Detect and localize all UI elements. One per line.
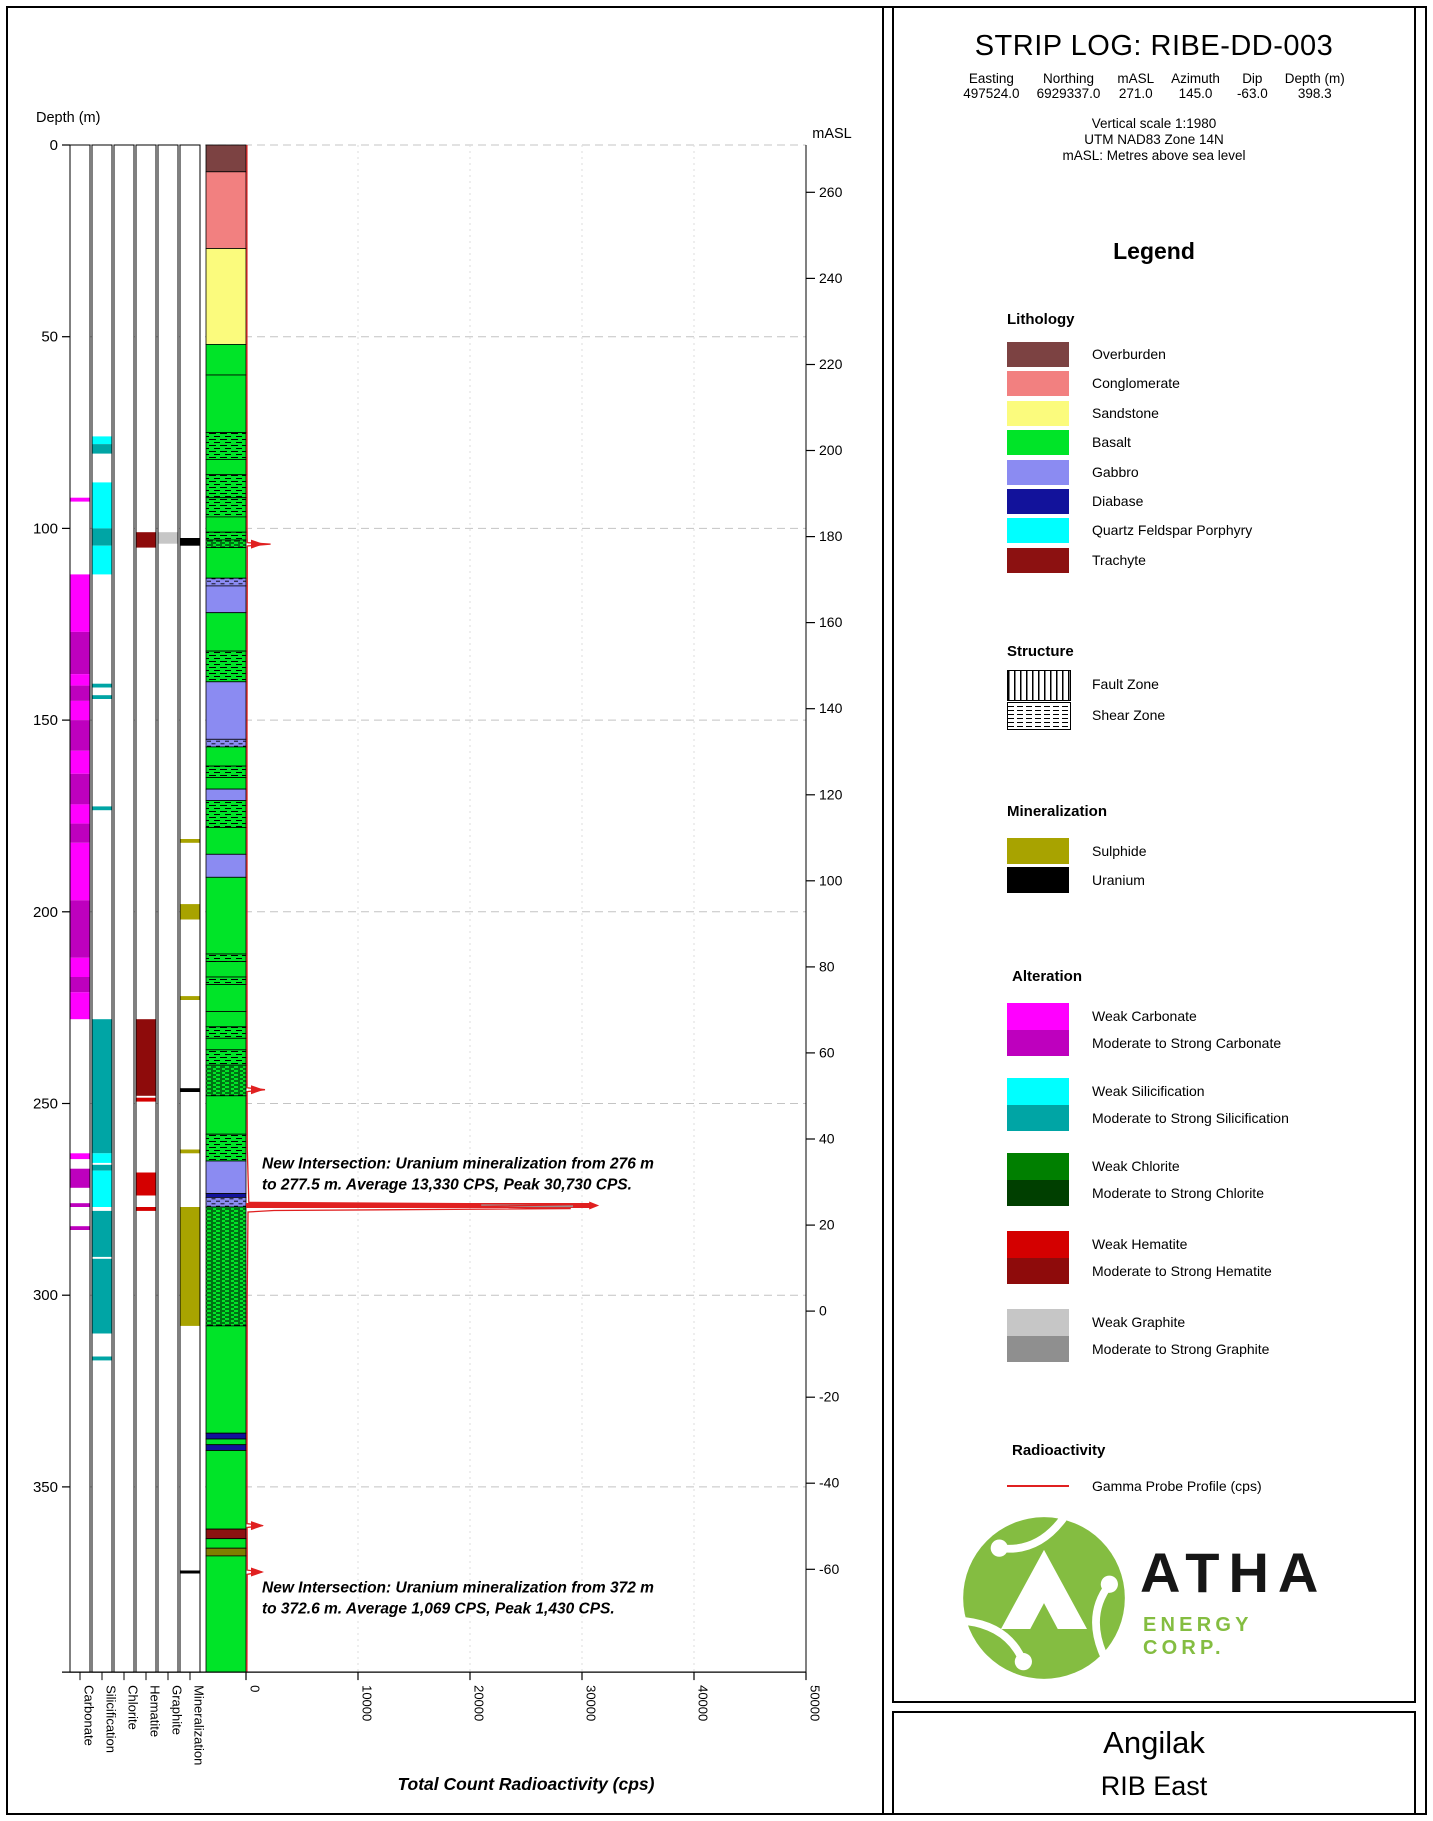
- svg-text:30000: 30000: [583, 1685, 599, 1722]
- svg-text:Hematite: Hematite: [147, 1685, 163, 1738]
- collar-field-label: Northing: [1042, 71, 1094, 86]
- svg-text:150: 150: [32, 712, 58, 730]
- legend-lithology-label: Diabase: [1092, 493, 1144, 509]
- intersection-arrows: [251, 540, 264, 1577]
- project-name: Angilak: [1103, 1725, 1205, 1760]
- svg-text:-40: -40: [819, 1474, 840, 1491]
- project-box: [892, 1711, 1416, 1815]
- svg-text:50: 50: [41, 328, 58, 346]
- page-title: STRIP LOG: RIBE-DD-003: [974, 30, 1334, 62]
- scale-notes: [894, 116, 1414, 164]
- svg-text:Carbonate: Carbonate: [81, 1685, 97, 1746]
- svg-text:200: 200: [819, 442, 843, 458]
- collar-field: [1037, 71, 1101, 101]
- svg-text:0: 0: [819, 1302, 827, 1319]
- legend-structure-label: Shear Zone: [1092, 707, 1166, 723]
- logo-wordmark: ATHA: [1140, 1541, 1328, 1604]
- legend-mineralization-swatch: [1007, 867, 1069, 893]
- alteration-strong-label: Moderate to Strong Hematite: [1092, 1263, 1272, 1279]
- gamma-line-swatch: [1007, 1485, 1069, 1487]
- collar-field-value: 145.0: [1178, 86, 1213, 101]
- alteration-weak-swatch: [1007, 1309, 1069, 1336]
- column-graphite: [158, 145, 178, 1672]
- scale-note: Vertical scale 1:1980: [1091, 116, 1217, 131]
- legend-lithology-label: Conglomerate: [1092, 375, 1180, 392]
- legend-lithology-label: Basalt: [1092, 434, 1131, 451]
- alteration-strong-label: Moderate to Strong Carbonate: [1092, 1035, 1282, 1051]
- legend-lithology-swatch: [1007, 518, 1069, 543]
- lithology-column: [206, 145, 246, 1672]
- collar-field-label: Depth (m): [1284, 71, 1345, 86]
- svg-text:-60: -60: [819, 1560, 840, 1577]
- column-carbonate: [70, 145, 90, 1672]
- masl-axis-label: mASL: [812, 126, 852, 142]
- alteration-strong-swatch: [1007, 1030, 1069, 1057]
- alteration-weak-swatch: [1007, 1003, 1069, 1030]
- alteration-strong-swatch: [1007, 1105, 1069, 1132]
- legend-lithology-swatch: [1007, 401, 1069, 426]
- svg-text:-20: -20: [819, 1388, 840, 1405]
- svg-text:220: 220: [819, 356, 843, 372]
- svg-text:350: 350: [32, 1478, 58, 1496]
- legend-lithology-label: Gabbro: [1092, 463, 1139, 480]
- shear-zone-swatch: [1007, 702, 1071, 730]
- svg-text:240: 240: [819, 269, 843, 286]
- fault-zone-swatch: [1007, 670, 1071, 701]
- atha-logo-icon: [958, 1512, 1130, 1684]
- alteration-weak-label: Weak Graphite: [1092, 1314, 1186, 1330]
- depth-axis-label: Depth (m): [36, 110, 101, 126]
- alteration-weak-label: Weak Carbonate: [1092, 1008, 1197, 1024]
- svg-text:80: 80: [819, 958, 835, 975]
- legend-lithology-swatch: [1007, 430, 1069, 455]
- scale-note: mASL: Metres above sea level: [1062, 148, 1246, 163]
- logo-subtitle: ENERGY CORP.: [1143, 1614, 1253, 1659]
- alteration-weak-swatch: [1007, 1078, 1069, 1105]
- alteration-heading: Alteration: [1012, 968, 1083, 985]
- cps-gridlines: [358, 145, 806, 1672]
- svg-text:40000: 40000: [695, 1685, 711, 1722]
- legend-lithology-label: Overburden: [1092, 346, 1166, 362]
- svg-text:120: 120: [819, 786, 843, 803]
- svg-text:60: 60: [819, 1044, 835, 1061]
- legend-lithology-swatch: [1007, 460, 1069, 485]
- mineralization-heading: Mineralization: [1007, 803, 1108, 820]
- collar-field-value: 6929337.0: [1036, 86, 1101, 101]
- alteration-strong-label: Moderate to Strong Silicification: [1092, 1110, 1289, 1126]
- svg-text:300: 300: [32, 1287, 58, 1305]
- alteration-weak-label: Weak Silicification: [1092, 1083, 1205, 1099]
- legend-lithology-swatch: [1007, 371, 1069, 396]
- column-mineralization: [180, 145, 200, 1672]
- alteration-weak-swatch: [1007, 1153, 1069, 1180]
- svg-text:250: 250: [32, 1095, 58, 1113]
- alteration-strong-label: Moderate to Strong Chlorite: [1092, 1185, 1264, 1201]
- radioactivity-axis-title: Total Count Radioactivity (cps): [397, 1774, 655, 1795]
- alteration-weak-swatch: [1007, 1231, 1069, 1258]
- svg-text:100: 100: [819, 872, 843, 889]
- legend-lithology-label: Quartz Feldspar Porphyry: [1092, 522, 1253, 539]
- collar-field-label: Azimuth: [1171, 71, 1220, 86]
- svg-text:0: 0: [247, 1685, 263, 1693]
- alteration-columns: [70, 145, 200, 1672]
- alteration-strong-swatch: [1007, 1336, 1069, 1363]
- svg-text:100: 100: [32, 520, 58, 538]
- legend-lithology-swatch: [1007, 489, 1069, 514]
- svg-text:160: 160: [819, 614, 843, 631]
- svg-text:40: 40: [819, 1130, 835, 1147]
- collar-field: [963, 71, 1019, 101]
- svg-text:140: 140: [819, 700, 843, 717]
- svg-text:0: 0: [49, 137, 58, 154]
- collar-field-value: -63.0: [1236, 86, 1268, 101]
- legend-lithology-swatch: [1007, 342, 1069, 367]
- svg-text:200: 200: [32, 903, 58, 921]
- collar-field-label: Easting: [968, 71, 1014, 86]
- alteration-strong-swatch: [1007, 1258, 1069, 1285]
- svg-text:180: 180: [819, 528, 843, 545]
- legend-title: Legend: [1113, 238, 1195, 264]
- intersection-annotation: New Intersection: Uranium mineralization from 372 m to 372.6 m. Average 1,069 CPS, Peak 1,430 CPS.: [262, 1579, 654, 1618]
- svg-text:Mineralization: Mineralization: [191, 1685, 207, 1766]
- collar-field-value: 497524.0: [963, 86, 1020, 101]
- column-hematite: [136, 145, 156, 1672]
- column-chlorite: [114, 145, 134, 1672]
- legend-mineralization-label: Uranium: [1092, 872, 1145, 888]
- collar-field-label: Dip: [1242, 71, 1263, 86]
- structure-heading: Structure: [1007, 643, 1074, 660]
- collar-field: [1285, 71, 1345, 101]
- svg-text:260: 260: [819, 183, 843, 200]
- lithology-heading: Lithology: [1007, 311, 1075, 328]
- intersection-annotation: New Intersection: Uranium mineralization from 276 m to 277.5 m. Average 13,330 CPS, Peak 30,730 CPS.: [262, 1155, 654, 1194]
- column-labels: [80, 1672, 207, 1765]
- svg-text:Silicification: Silicification: [103, 1685, 119, 1754]
- collar-field: [1117, 71, 1154, 101]
- collar-field: [1237, 71, 1268, 101]
- masl-axis: [806, 126, 852, 1672]
- radioactivity-heading: Radioactivity: [1012, 1442, 1106, 1459]
- alteration-strong-swatch: [1007, 1180, 1069, 1207]
- svg-text:10000: 10000: [359, 1685, 375, 1722]
- collar-field-label: mASL: [1117, 71, 1155, 86]
- scale-note: UTM NAD83 Zone 14N: [1084, 132, 1224, 147]
- svg-text:Chlorite: Chlorite: [125, 1685, 141, 1730]
- alteration-strong-label: Moderate to Strong Graphite: [1092, 1341, 1270, 1357]
- collar-fields: [894, 71, 1414, 101]
- svg-text:50000: 50000: [807, 1685, 823, 1722]
- legend-lithology-label: Trachyte: [1092, 551, 1146, 568]
- legend-lithology-label: Sandstone: [1092, 404, 1159, 421]
- legend-lithology-swatch: [1007, 548, 1069, 573]
- collar-field-value: 271.0: [1118, 86, 1153, 101]
- column-silicification: [92, 145, 112, 1672]
- legend-mineralization-label: Sulphide: [1092, 843, 1147, 859]
- svg-text:Graphite: Graphite: [169, 1685, 185, 1735]
- legend-mineralization-swatch: [1007, 838, 1069, 864]
- gamma-profile: [246, 145, 599, 1672]
- project-area: RIB East: [1100, 1771, 1208, 1801]
- gamma-line-label: Gamma Probe Profile (cps): [1092, 1478, 1262, 1494]
- svg-text:20000: 20000: [471, 1685, 487, 1722]
- svg-text:20: 20: [819, 1216, 835, 1233]
- collar-field: [1171, 71, 1220, 101]
- legend-structure-label: Fault Zone: [1092, 676, 1159, 692]
- alteration-weak-label: Weak Chlorite: [1092, 1158, 1180, 1174]
- collar-field-value: 398.3: [1297, 86, 1332, 101]
- alteration-weak-label: Weak Hematite: [1092, 1236, 1188, 1252]
- title-legend-panel: [892, 6, 1416, 1703]
